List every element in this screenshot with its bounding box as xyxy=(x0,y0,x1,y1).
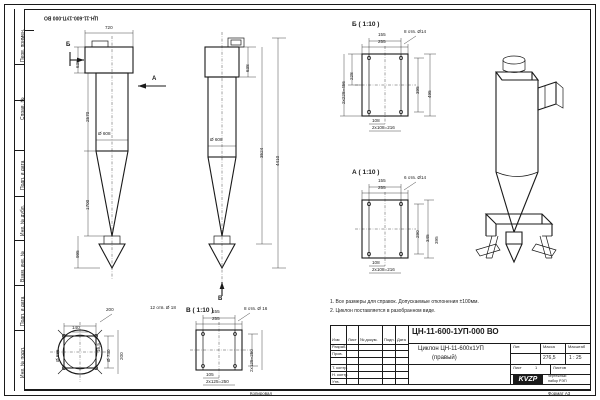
stamp-row-4: Утв. xyxy=(332,379,340,384)
sec-b-dim-216: 2x108=216 xyxy=(372,125,395,130)
front-dim-2570: 2570 xyxy=(85,111,90,122)
sec-v-dim-155: 155 xyxy=(212,309,220,314)
section-a-title: А ( 1:10 ) xyxy=(352,169,380,176)
section-b-title: Б ( 1:10 ) xyxy=(352,21,380,28)
front-dim-995: 995 xyxy=(75,250,80,258)
stamp-lit: Лит. xyxy=(513,344,521,349)
sec-a-dim-290: 290 xyxy=(415,230,420,238)
sec-b-dim-395: 395 xyxy=(415,86,420,94)
sec-v-dim-105: 105 xyxy=(206,372,214,377)
stamp-list: Лист xyxy=(513,365,522,370)
margin-label-3: Инв. № дубл. xyxy=(20,205,26,236)
stamp-massa: Масса xyxy=(543,344,555,349)
base-dim-d686: Ø 686 xyxy=(55,349,60,362)
note-line-1: 1. Все размеры для справок. Допускаемые отклонения ±100мм. xyxy=(330,299,479,305)
base-holes: 12 отв. Ø 18 xyxy=(150,305,176,310)
sec-a-dim-155: 155 xyxy=(378,178,386,183)
company-logo-text: KVZP xyxy=(518,376,538,383)
section-v-title: В ( 1:10 ) xyxy=(186,307,214,314)
sec-a-holes: 6 отв. Ø14 xyxy=(404,175,427,180)
sec-a-dim-108: 108 xyxy=(372,260,380,265)
side-dim-638: 638 xyxy=(245,64,250,72)
side-dim-d608: Ø 608 xyxy=(210,137,223,142)
front-dim-d608: Ø 608 xyxy=(98,131,111,136)
sec-b-dim-108: 108 xyxy=(372,118,380,123)
title-designation: ЦН-11-600-1УП-000 ВО xyxy=(412,327,499,336)
stamp-list-value: 1 xyxy=(535,365,538,370)
note-line-2: 2. Циклон поставляется в разобранном виде. xyxy=(330,308,436,314)
margin-label-6: Инв. № подл. xyxy=(20,346,26,378)
company-sub-line1: чертёжный xyxy=(548,374,567,378)
side-dim-4410: 4410 xyxy=(275,155,280,166)
sec-a-dim-395: 395 xyxy=(434,236,439,244)
sec-a-dim-345: 345 xyxy=(425,234,430,242)
stamp-row-2: Т. контр. xyxy=(332,365,348,370)
margin-label-4: Взам. инв. № xyxy=(20,251,26,282)
copy-label: Копировал xyxy=(250,391,273,396)
header-title: ЦН-11-600-1УП-000 ВО xyxy=(44,14,99,21)
sec-b-dim-255: 255 xyxy=(378,39,386,44)
side-dim-3524: 3524 xyxy=(259,147,264,158)
base-dim-200b: 200 xyxy=(119,352,124,360)
sec-v-holes: 8 отв. Ø 16 xyxy=(244,306,268,311)
format-label: Формат А3 xyxy=(548,391,571,396)
margin-label-1: Справ. № xyxy=(20,97,26,120)
sec-b-dim-228: 228 xyxy=(349,72,354,80)
sec-v-dim-255: 255 xyxy=(212,316,220,321)
mark-a-right: А xyxy=(152,76,157,82)
front-dim-1700: 1700 xyxy=(85,199,90,210)
stamp-scale-value: 1 : 25 xyxy=(569,355,582,361)
sec-v-dim-250b: 2x125=250 xyxy=(206,379,229,384)
stamp-row-1: Пров. xyxy=(332,351,343,356)
stamp-masshtab: Масштаб xyxy=(568,344,586,349)
sec-b-dim-495: 495 xyxy=(427,90,432,98)
title-name-1: Циклон ЦН-11-600х1УП xyxy=(418,346,484,352)
sec-b-dim-456: 2x228=456 xyxy=(341,81,346,104)
margin-label-5: Подп. и дата xyxy=(20,296,26,326)
margin-label-2: Подп. и дата xyxy=(20,160,26,190)
sec-a-dim-216: 2x108=216 xyxy=(372,267,395,272)
stamp-listov: Листов xyxy=(553,365,566,370)
base-dim-d730: Ø 730 xyxy=(106,349,111,362)
base-dim-140: 140 xyxy=(72,325,80,330)
sec-b-dim-155: 155 xyxy=(378,32,386,37)
stamp-col-4: Дата xyxy=(397,337,406,342)
sec-v-dim-250a: 2x125=250 xyxy=(249,349,254,372)
stamp-mass-value: 276,5 xyxy=(543,355,556,361)
base-dim-200: 200 xyxy=(106,307,114,312)
stamp-row-0: Разраб. xyxy=(332,344,347,349)
company-logo xyxy=(513,375,543,384)
mark-b-top: Б xyxy=(66,42,71,48)
stamp-col-1: Лист xyxy=(348,337,357,342)
stamp-col-0: Изм xyxy=(332,337,340,342)
company-sub-line2: набор РЭП xyxy=(548,379,567,383)
front-dim-720: 720 xyxy=(105,25,113,30)
stamp-col-2: № докум. xyxy=(360,337,378,342)
stamp-col-3: Подп. xyxy=(384,337,395,342)
front-dim-636: 636 xyxy=(75,60,80,68)
sec-a-dim-255: 255 xyxy=(378,185,386,190)
sec-b-holes: 8 отв. Ø14 xyxy=(404,29,427,34)
stamp-row-3: Н. контр. xyxy=(332,372,349,377)
margin-label-0: Перв. примен. xyxy=(20,28,26,62)
base-dim-165: 16,5 xyxy=(96,343,101,352)
mark-v-bottom: В xyxy=(218,296,223,302)
title-name-2: (правый) xyxy=(432,355,457,361)
